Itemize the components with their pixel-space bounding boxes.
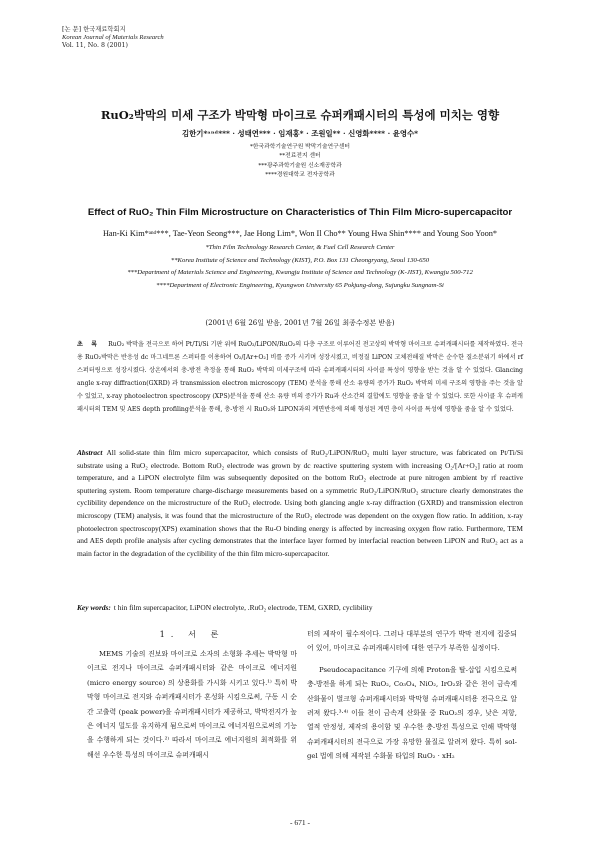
affiliations-english: [0, 242, 600, 292]
body-paragraph: MEMS 기술의 진보와 마이크로 소자의 소형화 추세는 박막형 마이크로 전지나 마이크로 슈퍼캐패시터와 같은 마이크로 에너지원 (micro energy source) 의 상용화를 가시화 시키고 있다.¹⁾ 특히 박막형 마이크로 전지와 슈퍼캐패시터가 혼성화 시킴으로써, 구동 시 순간 고출력 (peak power)을 슈퍼캐패시터가 제공하고, 박막전지가 높은 에너지 밀도를 유지하게 됨으로써 마이크로 에너지원으로써의 기능을 수행하게 되는 것이다.²⁾ 따라서 마이크로 에너지원의 최적화를 위해선 우수한 특성의 마이크로 슈퍼캐패시: [87, 650, 297, 759]
title-english: Effect of RuO₂ Thin Film Microstructure on Characteristics of Thin Film Micro-supercapacitor: [87, 207, 513, 218]
affiliation-en: *Thin Film Technology Research Center, & Fuel Cell Research Center: [205, 244, 395, 251]
keywords: [77, 603, 523, 612]
authors-english: Han-Ki Kim*ᵃⁿᵈ***, Tae-Yeon Seong***, Jae Hong Lim*, Won Il Cho** Young Hwa Shin**** and Young Soo Yoon*: [102, 229, 498, 238]
body-column-right: [307, 627, 517, 764]
received-dates: (2001년 6월 26일 받음, 2001년 7월 26일 최종수정본 받음): [205, 319, 395, 327]
authors-korean: 김한기*ᵃⁿᵈ*** · 성태연*** · 임재홍* · 조원일** · 신영화**** · 윤영수*: [181, 129, 419, 138]
abstract-en-text: All solid-state thin film micro supercapacitor, which consists of RuO₂/LiPON/RuO₂ multi layer structure, was fabricated on Pt/Ti/Si substrate using a RuO₂ electrode. Bottom RuO₂ electrode was grown by dc reactive sputtering system with increasing O₂/[Ar+O₂] ratio at room temperature, and a LiPON electrolyte film was subsequently deposited on the bottom RuO₂ electrode at pure nitrogen ambient by rf reactive sputtering system. Room temperature charge-discharge measurements based on a symmetric RuO₂/LiPON/RuO₂ structure clearly demonstrates the cyclibility dependence on the microstructure of the RuO₂ electrode. Using both glancing angle x-ray diffraction (GXRD) and transmission electron microscopy (TEM) analysis, it was found that the microstructure of the RuO₂ electrode was dependent on the oxygen flow ratio. In addition, x-ray photoelectron spectroscopy(XPS) examination shows that the Ru-O binding energy is affected by increasing oxygen flow ratio. Furthermore, TEM and AES depth profile analysis after cycling demonstrates that the interface layer formed by interfacial reaction between LiPON and RuO₂ act as a main factor in the degradation of the cyclibility of the thin film micro-supercapacitor.: [77, 448, 523, 558]
title-korean: RuO₂박막의 미세 구조가 박막형 마이크로 슈퍼캐패시터의 특성에 미치는 영향: [100, 108, 500, 122]
page-number: - 671 -: [290, 818, 310, 827]
body-paragraph: Pseudocapacitance 기구에 의해 Proton을 탈-삽입 시킴으로써 충-방전을 하게 되는 RuO₂, Co₃O₄, NiO₂, IrO₂와 같은 천이 금속계 산화물이 벌크형 슈퍼캐패시터와 박막형 슈퍼캐패시터용 전극으로 알려져 왔다.³·⁴⁾ 이들 천이 금속계 산화물 중 RuO₂의 경우, 낮은 저항, 열적 안정성, 제작의 용이함 및 우수한 충-방전 특성으로 인해 박막형 슈퍼캐패시터의 전극으로 가장 유망한 물질로 알려져 왔다. 특히 sol-gel 법에 의해 제작된 수화물 타입의 RuO₂ · xH₂: [307, 665, 517, 761]
body-paragraph: 터의 제작이 필수적이다. 그러나 대부분의 연구가 박막 전지에 집중되어 있어, 마이크로 슈퍼캐패시터에 대한 연구가 부족한 실정이다.: [307, 630, 517, 653]
body-column-left: [87, 627, 297, 762]
journal-name-ko: [논 문] 한국재료학회지: [62, 26, 126, 33]
abstract-en-label: Abstract: [77, 448, 103, 457]
journal-header: [62, 26, 164, 50]
affiliation-en: ***Department of Materials Science and Engineering, Kwangju Institute of Science and Technology (K-JIST), Kwangju 500-712: [127, 269, 473, 277]
affiliation-ko: ****경원대학교 전자공학과: [265, 172, 335, 179]
section-heading-introduction: 1. 서 론: [159, 629, 225, 639]
journal-volume: Vol. 11, No. 8 (2001): [62, 42, 128, 49]
abstract-ko-text: RuO₂ 박막을 전극으로 하여 Pt/Ti/Si 기판 위에 RuO₂/LiPON/RuO₂의 다층 구조로 이루어진 전고상의 박막형 마이크로 슈퍼캐패시터를 제작하였다. 전극용 RuO₂박막은 반응성 dc 마그네트론 스퍼터를 이용하여 O₂/[Ar+O₂] 비를 증가 시키며 성장시켰고, 비정질 LiPON 고체전해질 박막은 순수한 질소분위기 하에서 rf 스퍼터링으로 성장시켰다. 상온에서의 충-방전 측정을 통해 RuO₂ 박막의 미세구조에 따라 슈퍼캐패시터의 사이클 특성이 영향을 받는 것을 알 수 있었다. Glancing angle x-ray diffraction(GXRD) 과 transmission electron microscopy (TEM) 분석을 통해 산소 유량의 증가가 RuO₂ 박막의 미세 구조의 영향을 주는 것을 알 수 있었고, x-ray photoelectron spectroscopy (XPS)분석을 통해 산소 유량 비의 증가가 Ru과 산소간의 결합에도 영향을 줌을 알 수 있었다. 또한 사이클 후 슈퍼캐패시터의 TEM 및 AES depth profiling분석을 통해, 충-방전 시 RuO₂와 LiPON과의 계면반응에 의해 형성된 계면 층이 사이클 특성에 영향을 줌을 알 수 있었다.: [77, 341, 523, 414]
keywords-label: Key words:: [77, 603, 111, 612]
affiliation-ko: **전료전지 센터: [279, 153, 321, 160]
abstract-ko-label: 초 록: [77, 341, 101, 348]
affiliation-ko: *한국과학기술연구원 박막기술연구센터: [250, 144, 350, 150]
abstract-english: [77, 447, 523, 560]
keywords-text: t hin film supercapacitor, LiPON electrolyte, .RuO₂ electrode, TEM, GXRD, cyclibility: [113, 603, 373, 612]
abstract-korean: [77, 338, 523, 416]
affiliation-ko: ***광주과학기술원 신소재공학과: [258, 162, 342, 169]
affiliations-korean: [0, 143, 600, 181]
journal-name-en: Korean Journal of Materials Research: [62, 34, 164, 41]
affiliation-en: **Korea Institute of Science and Technology (KIST), P.O. Box 131 Cheongryang, Seoul 130-650: [170, 256, 430, 264]
affiliation-en: ****Department of Electronic Engineering, Kyungwon University 65 Pokjung-dong, Sujungku Sungnam-Si: [156, 281, 444, 289]
